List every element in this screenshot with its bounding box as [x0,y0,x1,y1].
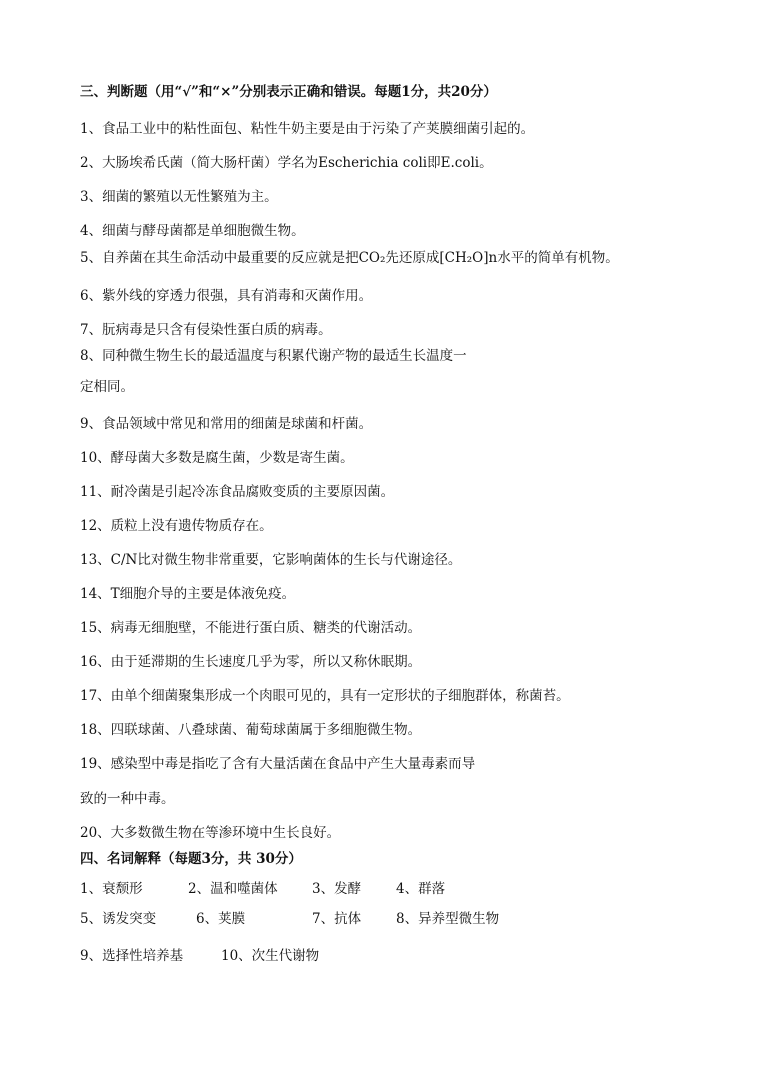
question-item: 12、质粒上没有遗传物质存在。 [80,518,273,534]
question-item: 6、紫外线的穿透力很强，具有消毒和灭菌作用。 [80,288,373,304]
term-item: 1、衰颓形 [80,881,143,897]
term-item: 9、选择性培养基 [80,948,184,964]
question-item: 10、酵母菌大多数是腐生菌，少数是寄生菌。 [80,450,354,466]
question-item: 18、四联球菌、八叠球菌、葡萄球菌属于多细胞微生物。 [80,722,422,738]
question-item: 7、朊病毒是只含有侵染性蛋白质的病毒。 [80,322,332,338]
question-item-continuation: 致的一种中毒。 [80,791,175,807]
term-item: 2、温和噬菌体 [188,881,278,897]
term-item: 8、异养型微生物 [396,911,500,927]
question-item: 16、由于延滞期的生长速度几乎为零，所以又称休眠期。 [80,654,422,670]
question-item-continuation: 定相同。 [80,379,134,395]
question-item: 14、T细胞介导的主要是体液免疫。 [80,586,296,602]
term-item: 3、发酵 [312,881,362,897]
question-item: 20、大多数微生物在等渗环境中生长良好。 [80,825,341,841]
question-item: 3、细菌的繁殖以无性繁殖为主。 [80,189,278,205]
section-4-heading: 四、名词解释（每题3分，共 30分） [80,851,302,867]
question-item: 9、食品领域中常见和常用的细菌是球菌和杆菌。 [80,416,373,432]
question-item: 4、细菌与酵母菌都是单细胞微生物。 [80,223,305,239]
term-item: 10、次生代谢物 [221,948,320,964]
question-item: 11、耐冷菌是引起冷冻食品腐败变质的主要原因菌。 [80,484,395,500]
question-item: 13、C/N比对微生物非常重要，它影响菌体的生长与代谢途径。 [80,552,462,568]
term-item: 6、荚膜 [196,911,246,927]
question-item: 19、感染型中毒是指吃了含有大量活菌在食品中产生大量毒素而导 [80,756,476,772]
question-item: 8、同种微生物生长的最适温度与积累代谢产物的最适生长温度一 [80,348,467,364]
term-item: 4、群落 [396,881,446,897]
question-item: 2、大肠埃希氏菌（简大肠杆菌）学名为Escherichia coli即E.coli。 [80,155,493,171]
term-item: 5、诱发突变 [80,911,157,927]
term-item: 7、抗体 [312,911,362,927]
question-item: 1、食品工业中的粘性面包、粘性牛奶主要是由于污染了产荚膜细菌引起的。 [80,121,535,137]
question-item: 15、病毒无细胞壁，不能进行蛋白质、糖类的代谢活动。 [80,620,422,636]
question-item: 5、自养菌在其生命活动中最重要的反应就是把CO₂先还原成[CH₂O]n水平的简单有机物。 [80,250,619,266]
section-3-heading: 三、判断题（用“√”和“×”分别表示正确和错误。每题1分，共20分） [80,84,497,100]
question-item: 17、由单个细菌聚集形成一个肉眼可见的，具有一定形状的子细胞群体，称菌苔。 [80,688,570,704]
